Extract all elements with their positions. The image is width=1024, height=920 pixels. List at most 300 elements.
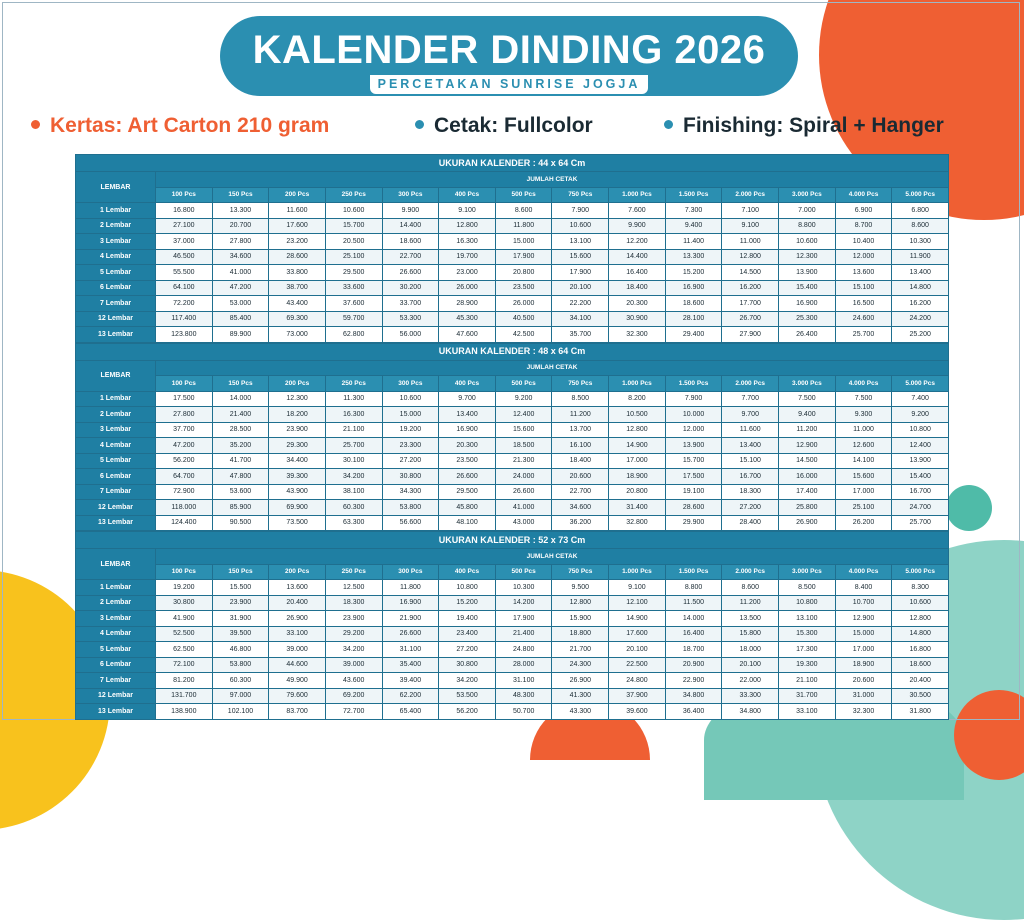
price-cell: 25.100 (325, 249, 382, 265)
lembar-header: LEMBAR (76, 172, 156, 203)
price-cell: 37.000 (156, 234, 213, 250)
price-cell: 9.200 (495, 391, 552, 407)
price-cell: 15.200 (439, 595, 496, 611)
price-cell: 32.300 (835, 704, 892, 720)
price-cell: 49.900 (269, 673, 326, 689)
price-cell: 40.500 (495, 311, 552, 327)
row-label: 13 Lembar (76, 704, 156, 720)
price-cell: 22.500 (609, 657, 666, 673)
price-cell: 15.000 (835, 626, 892, 642)
price-cell: 28.000 (495, 657, 552, 673)
price-cell: 56.600 (382, 515, 439, 531)
table-row (76, 327, 949, 343)
table-row (76, 453, 949, 469)
price-cell: 25.200 (892, 327, 949, 343)
price-cell: 20.600 (835, 673, 892, 689)
price-cell: 7.300 (665, 203, 722, 219)
price-cell: 13.900 (892, 453, 949, 469)
quantity-header: 3.000 Pcs (779, 187, 836, 203)
price-table (75, 343, 949, 532)
row-label: 5 Lembar (76, 642, 156, 658)
price-cell: 16.900 (382, 595, 439, 611)
price-cell: 69.200 (325, 688, 382, 704)
title-banner (220, 16, 798, 96)
table-row (76, 688, 949, 704)
price-cell: 60.300 (212, 673, 269, 689)
bullet-icon (664, 120, 673, 129)
price-cell: 131.700 (156, 688, 213, 704)
price-cell: 12.000 (665, 422, 722, 438)
price-cell: 23.500 (439, 453, 496, 469)
price-cell: 97.000 (212, 688, 269, 704)
row-label: 2 Lembar (76, 218, 156, 234)
price-cell: 21.400 (495, 626, 552, 642)
price-cell: 12.800 (609, 422, 666, 438)
price-cell: 39.500 (212, 626, 269, 642)
price-cell: 17.700 (722, 296, 779, 312)
price-cell: 53.600 (212, 484, 269, 500)
price-cell: 20.800 (609, 484, 666, 500)
price-cell: 27.800 (212, 234, 269, 250)
price-cell: 8.400 (835, 580, 892, 596)
price-cell: 18.600 (892, 657, 949, 673)
price-cell: 72.700 (325, 704, 382, 720)
price-cell: 18.700 (665, 642, 722, 658)
price-cell: 16.200 (892, 296, 949, 312)
price-cell: 15.400 (779, 280, 836, 296)
page-title: KALENDER DINDING 2026 (252, 28, 766, 72)
price-cell: 23.000 (439, 265, 496, 281)
quantity-header: 750 Pcs (552, 376, 609, 392)
price-cell: 24.000 (495, 469, 552, 485)
table-title: UKURAN KALENDER : 48 x 64 Cm (76, 343, 949, 360)
price-cell: 9.900 (382, 203, 439, 219)
price-cell: 42.500 (495, 327, 552, 343)
price-cell: 18.400 (552, 453, 609, 469)
price-cell: 37.700 (156, 422, 213, 438)
price-cell: 34.200 (325, 469, 382, 485)
table-row (76, 657, 949, 673)
price-cell: 124.400 (156, 515, 213, 531)
price-cell: 13.300 (665, 249, 722, 265)
price-cell: 26.700 (722, 311, 779, 327)
price-cell: 12.900 (779, 438, 836, 454)
table-row (76, 391, 949, 407)
price-cell: 9.700 (722, 407, 779, 423)
price-cell: 117.400 (156, 311, 213, 327)
price-cell: 14.400 (609, 249, 666, 265)
quantity-header: 2.000 Pcs (722, 187, 779, 203)
price-cell: 8.600 (722, 580, 779, 596)
price-cell: 23.900 (325, 611, 382, 627)
price-cell: 8.600 (892, 218, 949, 234)
price-cell: 20.300 (609, 296, 666, 312)
price-cell: 20.500 (325, 234, 382, 250)
price-cell: 13.300 (212, 203, 269, 219)
price-cell: 10.800 (892, 422, 949, 438)
price-cell: 9.300 (835, 407, 892, 423)
price-cell: 15.600 (835, 469, 892, 485)
price-cell: 45.300 (439, 311, 496, 327)
price-cell: 8.700 (835, 218, 892, 234)
price-cell: 17.000 (835, 484, 892, 500)
price-cell: 30.800 (382, 469, 439, 485)
price-cell: 53.300 (382, 311, 439, 327)
quantity-header: 100 Pcs (156, 564, 213, 580)
price-cell: 22.200 (552, 296, 609, 312)
price-cell: 20.700 (212, 218, 269, 234)
price-cell: 16.100 (552, 438, 609, 454)
price-cell: 46.800 (212, 642, 269, 658)
price-cell: 26.900 (779, 515, 836, 531)
price-cell: 12.300 (269, 391, 326, 407)
price-cell: 17.000 (835, 642, 892, 658)
price-cell: 62.200 (382, 688, 439, 704)
price-cell: 16.400 (665, 626, 722, 642)
price-cell: 29.200 (325, 626, 382, 642)
price-cell: 20.600 (552, 469, 609, 485)
price-cell: 11.900 (892, 249, 949, 265)
price-cell: 10.400 (835, 234, 892, 250)
quantity-header: 750 Pcs (552, 564, 609, 580)
price-cell: 41.900 (156, 611, 213, 627)
price-cell: 31.000 (835, 688, 892, 704)
price-cell: 34.200 (325, 642, 382, 658)
price-cell: 13.600 (269, 580, 326, 596)
price-cell: 34.100 (552, 311, 609, 327)
price-cell: 15.600 (552, 249, 609, 265)
price-cell: 20.100 (552, 280, 609, 296)
price-cell: 18.900 (609, 469, 666, 485)
quantity-header: 150 Pcs (212, 187, 269, 203)
price-cell: 34.400 (269, 453, 326, 469)
row-label: 3 Lembar (76, 611, 156, 627)
price-cell: 19.200 (156, 580, 213, 596)
price-cell: 11.200 (722, 595, 779, 611)
quantity-header: 250 Pcs (325, 187, 382, 203)
price-cell: 20.900 (665, 657, 722, 673)
price-cell: 37.600 (325, 296, 382, 312)
price-cell: 33.600 (325, 280, 382, 296)
price-cell: 39.000 (269, 642, 326, 658)
quantity-header: 4.000 Pcs (835, 376, 892, 392)
price-cell: 7.600 (609, 203, 666, 219)
price-cell: 26.000 (495, 296, 552, 312)
price-cell: 64.700 (156, 469, 213, 485)
table-row (76, 218, 949, 234)
price-cell: 47.800 (212, 469, 269, 485)
price-cell: 26.600 (382, 265, 439, 281)
price-cell: 16.700 (892, 484, 949, 500)
price-cell: 28.500 (212, 422, 269, 438)
price-cell: 7.700 (722, 391, 779, 407)
quantity-header: 200 Pcs (269, 376, 326, 392)
price-cell: 25.700 (835, 327, 892, 343)
price-cell: 12.800 (892, 611, 949, 627)
row-label: 1 Lembar (76, 391, 156, 407)
table-row (76, 234, 949, 250)
price-cell: 24.200 (892, 311, 949, 327)
price-cell: 34.600 (212, 249, 269, 265)
price-cell: 12.600 (835, 438, 892, 454)
price-cell: 17.400 (779, 484, 836, 500)
price-cell: 15.700 (665, 453, 722, 469)
price-cell: 20.300 (439, 438, 496, 454)
price-cell: 85.900 (212, 500, 269, 516)
price-cell: 13.900 (665, 438, 722, 454)
row-label: 4 Lembar (76, 249, 156, 265)
price-cell: 69.300 (269, 311, 326, 327)
price-cell: 11.400 (665, 234, 722, 250)
price-cell: 16.500 (835, 296, 892, 312)
price-cell: 26.600 (439, 469, 496, 485)
price-cell: 28.900 (439, 296, 496, 312)
price-cell: 18.600 (382, 234, 439, 250)
price-tables (75, 154, 949, 720)
price-cell: 26.600 (495, 484, 552, 500)
price-cell: 7.100 (722, 203, 779, 219)
row-label: 6 Lembar (76, 657, 156, 673)
price-cell: 32.300 (609, 327, 666, 343)
table-row (76, 580, 949, 596)
price-cell: 10.500 (609, 407, 666, 423)
price-cell: 26.900 (552, 673, 609, 689)
price-cell: 14.500 (722, 265, 779, 281)
price-cell: 138.900 (156, 704, 213, 720)
price-cell: 29.500 (325, 265, 382, 281)
lembar-header: LEMBAR (76, 360, 156, 391)
price-cell: 16.900 (439, 422, 496, 438)
row-label: 4 Lembar (76, 438, 156, 454)
price-cell: 18.600 (665, 296, 722, 312)
price-cell: 47.200 (212, 280, 269, 296)
quantity-group-header: JUMLAH CETAK (156, 172, 949, 188)
quantity-header: 1.500 Pcs (665, 187, 722, 203)
price-cell: 33.100 (269, 626, 326, 642)
price-cell: 27.200 (439, 642, 496, 658)
price-cell: 9.900 (609, 218, 666, 234)
price-cell: 9.400 (779, 407, 836, 423)
price-cell: 9.700 (439, 391, 496, 407)
table-row (76, 438, 949, 454)
price-cell: 23.400 (439, 626, 496, 642)
price-cell: 15.700 (325, 218, 382, 234)
price-cell: 72.100 (156, 657, 213, 673)
price-cell: 48.300 (495, 688, 552, 704)
price-cell: 21.400 (212, 407, 269, 423)
table-row (76, 500, 949, 516)
quantity-header: 500 Pcs (495, 564, 552, 580)
price-cell: 15.100 (835, 280, 892, 296)
quantity-header: 1.500 Pcs (665, 564, 722, 580)
price-cell: 9.100 (439, 203, 496, 219)
price-cell: 9.100 (722, 218, 779, 234)
quantity-header: 400 Pcs (439, 564, 496, 580)
price-cell: 29.500 (439, 484, 496, 500)
price-cell: 41.000 (495, 500, 552, 516)
price-cell: 27.800 (156, 407, 213, 423)
price-cell: 14.000 (665, 611, 722, 627)
quantity-header: 500 Pcs (495, 376, 552, 392)
price-cell: 50.700 (495, 704, 552, 720)
price-cell: 23.200 (269, 234, 326, 250)
price-cell: 20.800 (495, 265, 552, 281)
row-label: 1 Lembar (76, 580, 156, 596)
quantity-header: 1.000 Pcs (609, 564, 666, 580)
price-cell: 18.800 (552, 626, 609, 642)
row-label: 13 Lembar (76, 515, 156, 531)
price-cell: 41.300 (552, 688, 609, 704)
spec-finishing (664, 114, 944, 138)
price-cell: 10.600 (779, 234, 836, 250)
price-cell: 10.300 (892, 234, 949, 250)
price-cell: 89.900 (212, 327, 269, 343)
table-row (76, 704, 949, 720)
quantity-group-header: JUMLAH CETAK (156, 549, 949, 565)
row-label: 13 Lembar (76, 327, 156, 343)
price-cell: 13.400 (439, 407, 496, 423)
price-cell: 9.500 (552, 580, 609, 596)
price-cell: 64.100 (156, 280, 213, 296)
price-cell: 46.500 (156, 249, 213, 265)
price-cell: 41.000 (212, 265, 269, 281)
price-cell: 17.300 (779, 642, 836, 658)
price-cell: 10.600 (892, 595, 949, 611)
price-cell: 12.400 (892, 438, 949, 454)
price-cell: 47.200 (156, 438, 213, 454)
price-cell: 17.500 (156, 391, 213, 407)
price-cell: 12.800 (552, 595, 609, 611)
price-cell: 33.700 (382, 296, 439, 312)
price-cell: 21.300 (495, 453, 552, 469)
price-cell: 15.100 (722, 453, 779, 469)
price-cell: 24.800 (609, 673, 666, 689)
price-cell: 29.300 (269, 438, 326, 454)
price-cell: 26.200 (835, 515, 892, 531)
table-row (76, 311, 949, 327)
price-cell: 12.400 (495, 407, 552, 423)
price-cell: 31.800 (892, 704, 949, 720)
price-cell: 43.600 (325, 673, 382, 689)
price-cell: 7.500 (835, 391, 892, 407)
price-cell: 16.300 (439, 234, 496, 250)
price-cell: 85.400 (212, 311, 269, 327)
row-label: 2 Lembar (76, 407, 156, 423)
price-cell: 18.200 (269, 407, 326, 423)
price-cell: 53.800 (382, 500, 439, 516)
price-cell: 33.300 (722, 688, 779, 704)
price-cell: 56.200 (156, 453, 213, 469)
price-cell: 30.100 (325, 453, 382, 469)
table-row (76, 249, 949, 265)
price-cell: 14.400 (382, 218, 439, 234)
price-cell: 14.900 (609, 438, 666, 454)
row-label: 7 Lembar (76, 296, 156, 312)
price-cell: 8.500 (779, 580, 836, 596)
price-cell: 10.000 (665, 407, 722, 423)
quantity-header: 200 Pcs (269, 187, 326, 203)
price-cell: 13.500 (722, 611, 779, 627)
price-cell: 30.800 (439, 657, 496, 673)
price-cell: 12.300 (779, 249, 836, 265)
price-cell: 72.900 (156, 484, 213, 500)
price-cell: 15.000 (495, 234, 552, 250)
price-cell: 43.900 (269, 484, 326, 500)
price-cell: 23.500 (495, 280, 552, 296)
price-cell: 56.200 (439, 704, 496, 720)
price-cell: 48.100 (439, 515, 496, 531)
price-cell: 26.900 (269, 611, 326, 627)
price-cell: 14.900 (609, 611, 666, 627)
price-cell: 11.200 (779, 422, 836, 438)
price-cell: 38.700 (269, 280, 326, 296)
spec-paper (31, 114, 329, 138)
price-cell: 16.200 (722, 280, 779, 296)
price-cell: 7.500 (779, 391, 836, 407)
price-cell: 30.900 (609, 311, 666, 327)
price-cell: 118.000 (156, 500, 213, 516)
bullet-icon (415, 120, 424, 129)
price-cell: 13.400 (892, 265, 949, 281)
price-cell: 7.000 (779, 203, 836, 219)
price-cell: 18.400 (609, 280, 666, 296)
price-cell: 15.400 (892, 469, 949, 485)
quantity-header: 4.000 Pcs (835, 564, 892, 580)
price-cell: 15.300 (779, 626, 836, 642)
price-cell: 14.000 (212, 391, 269, 407)
price-cell: 15.000 (382, 407, 439, 423)
price-cell: 21.100 (325, 422, 382, 438)
price-cell: 35.700 (552, 327, 609, 343)
price-cell: 123.800 (156, 327, 213, 343)
price-cell: 62.500 (156, 642, 213, 658)
price-cell: 7.400 (892, 391, 949, 407)
price-cell: 25.300 (779, 311, 836, 327)
table-row (76, 265, 949, 281)
row-label: 1 Lembar (76, 203, 156, 219)
price-cell: 20.100 (609, 642, 666, 658)
price-cell: 32.800 (609, 515, 666, 531)
price-cell: 69.900 (269, 500, 326, 516)
price-cell: 62.800 (325, 327, 382, 343)
price-cell: 31.900 (212, 611, 269, 627)
price-cell: 38.100 (325, 484, 382, 500)
price-cell: 11.600 (269, 203, 326, 219)
price-cell: 65.400 (382, 704, 439, 720)
quantity-header: 150 Pcs (212, 376, 269, 392)
price-cell: 16.400 (609, 265, 666, 281)
quantity-group-header: JUMLAH CETAK (156, 360, 949, 376)
price-cell: 83.700 (269, 704, 326, 720)
price-cell: 10.300 (495, 580, 552, 596)
row-label: 2 Lembar (76, 595, 156, 611)
price-cell: 10.600 (325, 203, 382, 219)
price-cell: 17.500 (665, 469, 722, 485)
quantity-header: 400 Pcs (439, 376, 496, 392)
price-cell: 19.200 (382, 422, 439, 438)
row-label: 5 Lembar (76, 453, 156, 469)
price-cell: 35.200 (212, 438, 269, 454)
price-cell: 10.700 (835, 595, 892, 611)
price-cell: 33.100 (779, 704, 836, 720)
price-cell: 31.700 (779, 688, 836, 704)
price-cell: 31.100 (382, 642, 439, 658)
price-cell: 8.200 (609, 391, 666, 407)
quantity-header: 250 Pcs (325, 376, 382, 392)
price-cell: 30.800 (156, 595, 213, 611)
price-cell: 9.400 (665, 218, 722, 234)
price-cell: 53.800 (212, 657, 269, 673)
